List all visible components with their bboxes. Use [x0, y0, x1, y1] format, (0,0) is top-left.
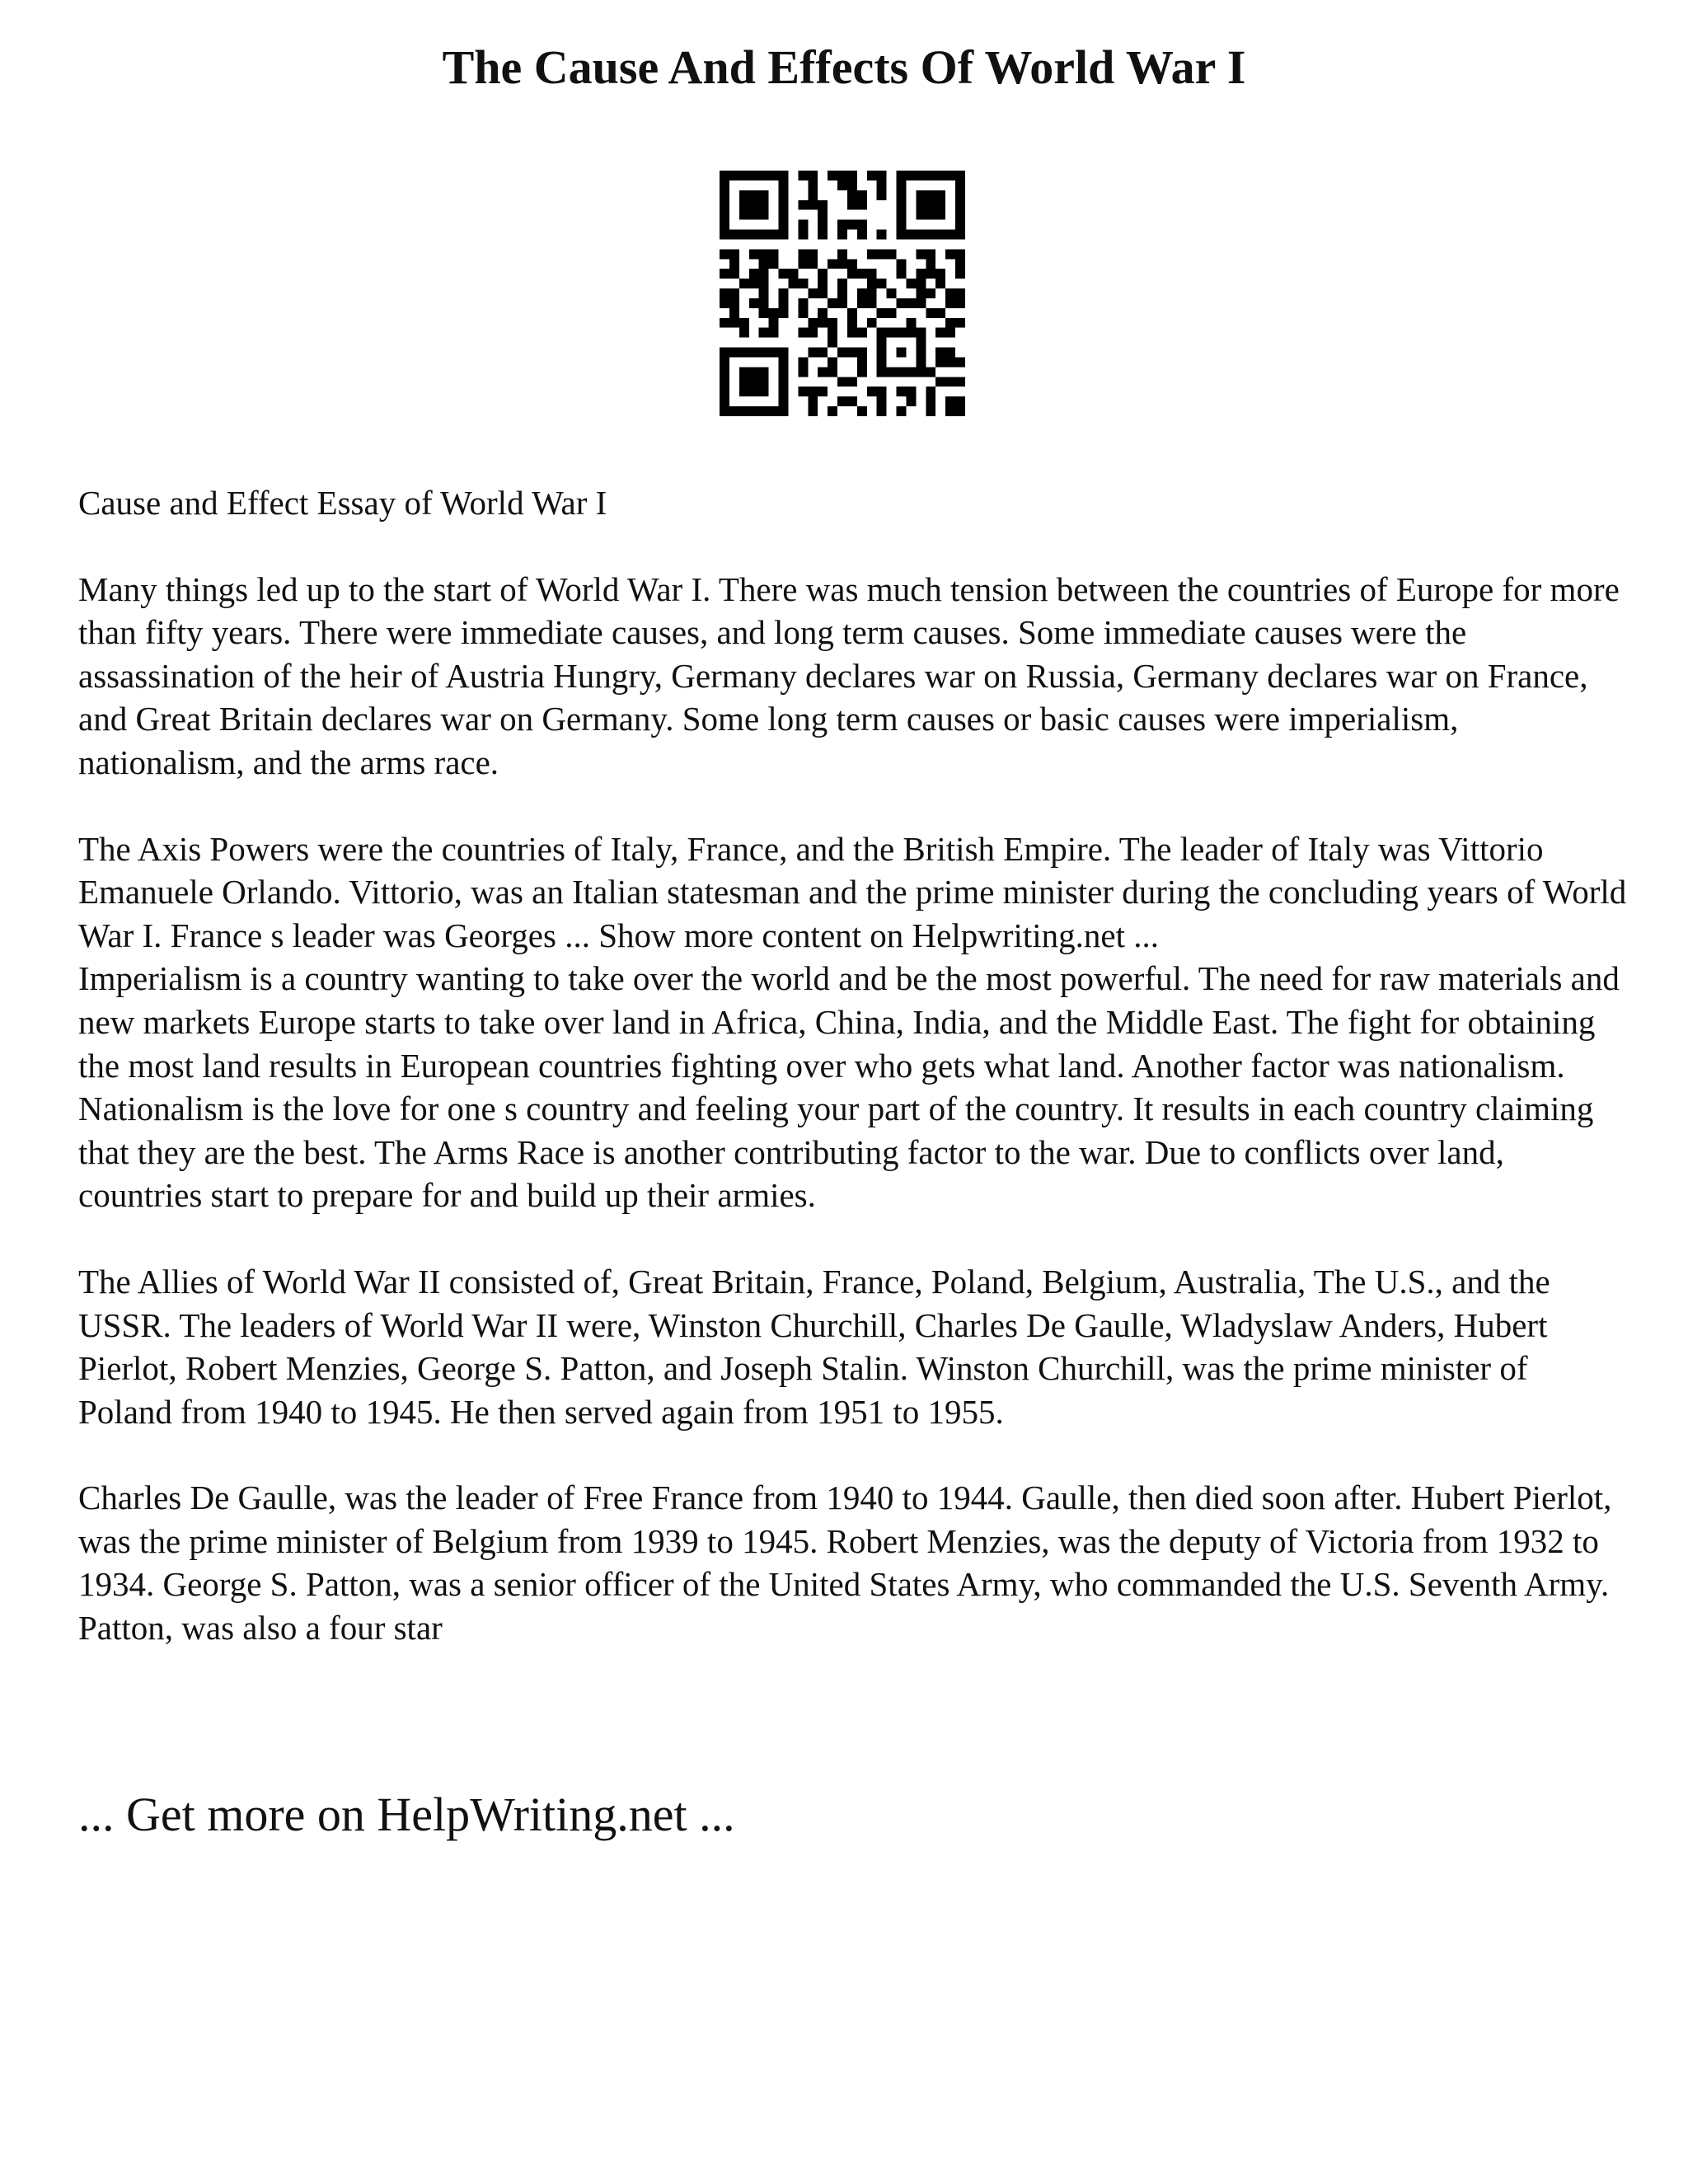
essay-paragraph: Many things led up to the start of World War I. There was much tension between the countries of Europe for more than fifty years. There were immediate causes, and long term causes. Some immediate causes were the assassination of the heir of Austria Hungry, Germany declares war on Russia, Germany declares war on France, and Great Britain declares war on Germany. Some long term causes or basic causes were imperialism, nationalism, and the arms race. [78, 569, 1620, 781]
essay-paragraph: Charles De Gaulle, was the leader of Free France from 1940 to 1944. Gaulle, then died soon after. Hubert Pierlot, was the prime minister of Belgium from 1939 to 1945. Robert Menzies, was the deputy of Victoria from 1932 to 1934. George S. Patton, was a senior officer of the United States Army, who commanded the U.S. Seventh Army. Patton, was also a four star [78, 1479, 1612, 1647]
essay-paragraph: The Allies of World War II consisted of, Great Britain, France, Poland, Belgium, Australia, The U.S., and the USSR. The leaders of World War II were, Winston Churchill, Charles De Gaulle, Wladyslaw Anders, Hubert Pierlot, Robert Menzies, George S. Patton, and Joseph Stalin. Winston Churchill, was the prime minister of Poland from 1940 to 1945. He then served again from 1951 to 1955. [78, 1262, 1550, 1431]
essay-paragraph: The Axis Powers were the countries of Italy, France, and the British Empire. The leader of Italy was Vittorio Emanuele Orlando. Vittorio, was an Italian statesman and the prime minister during the concluding years of World War I. France s leader was Georges ... Show more content on Helpwriting.net ... [78, 829, 1627, 954]
qr-code-graphic [720, 171, 965, 416]
qr-code-icon [720, 171, 965, 416]
essay-subtitle: Cause and Effect Essay of World War I [78, 484, 607, 522]
essay-body [78, 481, 1628, 1650]
page-title: The Cause And Effects Of World War I [442, 40, 1246, 94]
essay-paragraph: Imperialism is a country wanting to take over the world and be the most powerful. The need for raw materials and new markets Europe starts to take over land in Africa, China, India, and the Middle East. The fight for obtaining the most land results in European countries fighting over who gets what land. Another factor was nationalism. Nationalism is the love for one s country and feeling your part of the country. It results in each country claiming that they are the best. The Arms Race is another contributing factor to the war. Due to conflicts over land, countries start to prepare for and build up their armies. [78, 959, 1620, 1215]
get-more-link[interactable]: ... Get more on HelpWriting.net ... [78, 1788, 735, 1841]
